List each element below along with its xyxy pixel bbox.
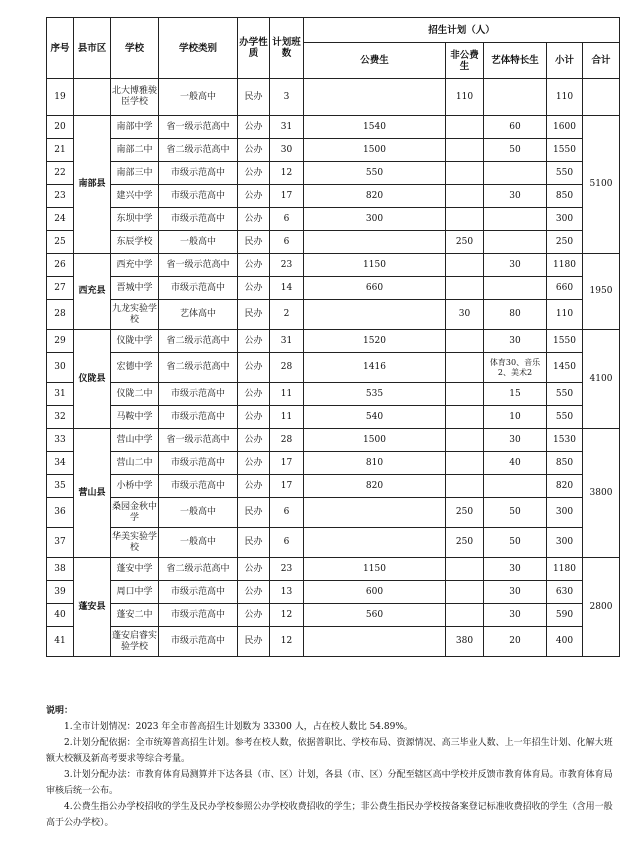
- cell-type: 一般高中: [159, 231, 238, 254]
- cell-type: 市级示范高中: [159, 383, 238, 406]
- cell-nature: 民办: [238, 300, 270, 330]
- cell-art: 30: [484, 604, 547, 627]
- cell-type: 省二级示范高中: [159, 558, 238, 581]
- note-item-1: 1.全市计划情况：2023 年全市普高招生计划数为 33300 人，占在校人数比 54.89%。: [64, 722, 413, 732]
- cell-art: 50: [484, 498, 547, 528]
- cell-nonpublic: [446, 581, 484, 604]
- cell-nature: 公办: [238, 558, 270, 581]
- cell-public: 1500: [304, 429, 446, 452]
- cell-public: [304, 300, 446, 330]
- cell-seq: 29: [47, 330, 74, 353]
- cell-seq: 32: [47, 406, 74, 429]
- cell-public: 1416: [304, 353, 446, 383]
- cell-county: 蓬安县: [74, 558, 111, 657]
- cell-school: 东辰学校: [111, 231, 159, 254]
- cell-nature: 公办: [238, 604, 270, 627]
- cell-art: [484, 79, 547, 116]
- cell-art: 30: [484, 254, 547, 277]
- cell-type: 省二级示范高中: [159, 330, 238, 353]
- cell-nonpublic: [446, 116, 484, 139]
- cell-seq: 24: [47, 208, 74, 231]
- cell-subtotal: 850: [547, 452, 583, 475]
- cell-school: 西充中学: [111, 254, 159, 277]
- cell-public: 810: [304, 452, 446, 475]
- header-nonpublic: 非公费生: [446, 43, 484, 79]
- cell-nature: 公办: [238, 475, 270, 498]
- table-row: [47, 231, 620, 254]
- cell-seq: 20: [47, 116, 74, 139]
- cell-public: [304, 627, 446, 657]
- cell-type: 一般高中: [159, 528, 238, 558]
- table-row: [47, 627, 620, 657]
- cell-classes: 12: [270, 162, 304, 185]
- cell-nonpublic: 250: [446, 498, 484, 528]
- cell-type: 市级示范高中: [159, 581, 238, 604]
- cell-classes: 12: [270, 627, 304, 657]
- cell-classes: 6: [270, 231, 304, 254]
- cell-nature: 公办: [238, 353, 270, 383]
- cell-seq: 38: [47, 558, 74, 581]
- cell-subtotal: 820: [547, 475, 583, 498]
- cell-art: 30: [484, 185, 547, 208]
- cell-public: 600: [304, 581, 446, 604]
- cell-classes: 23: [270, 558, 304, 581]
- cell-county-total: 2800: [583, 558, 620, 657]
- cell-nature: 公办: [238, 429, 270, 452]
- header-total: 合计: [583, 43, 620, 79]
- cell-county: 南部县: [74, 116, 111, 254]
- cell-nonpublic: [446, 429, 484, 452]
- cell-public: 660: [304, 277, 446, 300]
- cell-nonpublic: 110: [446, 79, 484, 116]
- cell-public: 550: [304, 162, 446, 185]
- cell-seq: 36: [47, 498, 74, 528]
- table-body: [47, 79, 620, 657]
- cell-subtotal: 550: [547, 383, 583, 406]
- cell-seq: 41: [47, 627, 74, 657]
- header-subtotal: 小计: [547, 43, 583, 79]
- cell-school: 仪陇二中: [111, 383, 159, 406]
- table-row: [47, 498, 620, 528]
- cell-seq: 23: [47, 185, 74, 208]
- notes-heading: 说明：: [46, 706, 74, 716]
- cell-nonpublic: [446, 162, 484, 185]
- cell-county: 西充县: [74, 254, 111, 330]
- cell-nonpublic: [446, 277, 484, 300]
- table-row: [47, 300, 620, 330]
- cell-art: 30: [484, 558, 547, 581]
- cell-nature: 公办: [238, 185, 270, 208]
- cell-seq: 28: [47, 300, 74, 330]
- cell-public: 820: [304, 185, 446, 208]
- cell-public: 1150: [304, 558, 446, 581]
- cell-total-empty: [583, 79, 620, 116]
- cell-county: 仪陇县: [74, 330, 111, 429]
- table-row: [47, 406, 620, 429]
- cell-nature: 公办: [238, 116, 270, 139]
- cell-art: [484, 162, 547, 185]
- cell-school: 南部二中: [111, 139, 159, 162]
- cell-type: 一般高中: [159, 79, 238, 116]
- cell-type: 省一级示范高中: [159, 429, 238, 452]
- cell-nature: 公办: [238, 581, 270, 604]
- cell-nonpublic: [446, 353, 484, 383]
- cell-art: [484, 475, 547, 498]
- cell-nonpublic: [446, 558, 484, 581]
- cell-type: 市级示范高中: [159, 475, 238, 498]
- cell-nature: 民办: [238, 231, 270, 254]
- cell-county: 营山县: [74, 429, 111, 558]
- cell-classes: 30: [270, 139, 304, 162]
- cell-classes: 17: [270, 185, 304, 208]
- cell-seq: 34: [47, 452, 74, 475]
- cell-nonpublic: [446, 330, 484, 353]
- cell-classes: 28: [270, 429, 304, 452]
- table-row: [47, 558, 620, 581]
- cell-classes: 12: [270, 604, 304, 627]
- cell-art: 50: [484, 139, 547, 162]
- cell-subtotal: 850: [547, 185, 583, 208]
- enrollment-plan-table-area: [46, 17, 620, 657]
- cell-nonpublic: 250: [446, 528, 484, 558]
- cell-subtotal: 250: [547, 231, 583, 254]
- cell-nonpublic: 380: [446, 627, 484, 657]
- enrollment-plan-table: [46, 17, 620, 657]
- cell-public: 1150: [304, 254, 446, 277]
- cell-subtotal: 300: [547, 528, 583, 558]
- cell-seq: 33: [47, 429, 74, 452]
- cell-seq: 25: [47, 231, 74, 254]
- table-row: [47, 581, 620, 604]
- cell-seq: 27: [47, 277, 74, 300]
- table-row: [47, 79, 620, 116]
- cell-public: 1500: [304, 139, 446, 162]
- cell-public: 820: [304, 475, 446, 498]
- table-row: [47, 528, 620, 558]
- cell-nonpublic: [446, 185, 484, 208]
- cell-art: 80: [484, 300, 547, 330]
- cell-art: 体育30、音乐2、美术2: [484, 353, 547, 383]
- cell-subtotal: 400: [547, 627, 583, 657]
- cell-public: 560: [304, 604, 446, 627]
- cell-school: 营山中学: [111, 429, 159, 452]
- cell-art: [484, 231, 547, 254]
- cell-seq: 31: [47, 383, 74, 406]
- cell-type: 一般高中: [159, 498, 238, 528]
- cell-nature: 公办: [238, 254, 270, 277]
- cell-classes: 28: [270, 353, 304, 383]
- cell-school: 南部中学: [111, 116, 159, 139]
- cell-seq: 19: [47, 79, 74, 116]
- cell-school: 蓬安二中: [111, 604, 159, 627]
- cell-type: 省二级示范高中: [159, 353, 238, 383]
- cell-nature: 公办: [238, 330, 270, 353]
- cell-county-total: 3800: [583, 429, 620, 558]
- cell-school: 宏德中学: [111, 353, 159, 383]
- cell-seq: 39: [47, 581, 74, 604]
- cell-nature: 民办: [238, 79, 270, 116]
- cell-subtotal: 630: [547, 581, 583, 604]
- cell-classes: 14: [270, 277, 304, 300]
- cell-nonpublic: [446, 452, 484, 475]
- cell-school: 晋城中学: [111, 277, 159, 300]
- cell-classes: 13: [270, 581, 304, 604]
- note-item-3: 3.计划分配办法：市教育体育局测算并下达各县（市、区）计划，各县（市、区）分配至辖区高中学校并反馈市教育体育局。市教育体育局审核后统一公布。: [46, 770, 613, 796]
- cell-type: 市级示范高中: [159, 604, 238, 627]
- cell-subtotal: 1600: [547, 116, 583, 139]
- cell-type: 市级示范高中: [159, 406, 238, 429]
- table-row: [47, 604, 620, 627]
- cell-school: 营山二中: [111, 452, 159, 475]
- cell-school: 九龙实验学校: [111, 300, 159, 330]
- cell-nature: 公办: [238, 383, 270, 406]
- cell-school: 北大博雅骏臣学校: [111, 79, 159, 116]
- cell-public: 1540: [304, 116, 446, 139]
- cell-subtotal: 550: [547, 162, 583, 185]
- cell-nature: 公办: [238, 139, 270, 162]
- header-school: 学校: [111, 18, 159, 79]
- cell-nonpublic: [446, 406, 484, 429]
- table-row: [47, 452, 620, 475]
- cell-nature: 民办: [238, 528, 270, 558]
- header-seq: 序号: [47, 18, 74, 79]
- cell-subtotal: 110: [547, 300, 583, 330]
- cell-nature: 公办: [238, 162, 270, 185]
- cell-nature: 公办: [238, 406, 270, 429]
- cell-classes: 31: [270, 116, 304, 139]
- cell-classes: 31: [270, 330, 304, 353]
- cell-seq: 26: [47, 254, 74, 277]
- cell-seq: 35: [47, 475, 74, 498]
- cell-nonpublic: [446, 139, 484, 162]
- cell-art: 60: [484, 116, 547, 139]
- cell-nonpublic: [446, 383, 484, 406]
- header-public: 公费生: [304, 43, 446, 79]
- cell-subtotal: 1530: [547, 429, 583, 452]
- cell-public: 300: [304, 208, 446, 231]
- header-county: 县市区: [74, 18, 111, 79]
- cell-subtotal: 300: [547, 498, 583, 528]
- header-plan-group: 招生计划（人）: [304, 18, 620, 43]
- header-art: 艺体特长生: [484, 43, 547, 79]
- cell-type: 市级示范高中: [159, 627, 238, 657]
- cell-type: 省一级示范高中: [159, 116, 238, 139]
- cell-school: 东坝中学: [111, 208, 159, 231]
- cell-nature: 民办: [238, 627, 270, 657]
- cell-classes: 3: [270, 79, 304, 116]
- cell-type: 市级示范高中: [159, 452, 238, 475]
- cell-public: [304, 498, 446, 528]
- cell-art: 40: [484, 452, 547, 475]
- cell-art: [484, 277, 547, 300]
- cell-art: 30: [484, 581, 547, 604]
- cell-school: 建兴中学: [111, 185, 159, 208]
- cell-nonpublic: [446, 208, 484, 231]
- cell-subtotal: 1550: [547, 139, 583, 162]
- cell-classes: 6: [270, 528, 304, 558]
- cell-school: 蓬安中学: [111, 558, 159, 581]
- cell-classes: 6: [270, 498, 304, 528]
- cell-classes: 11: [270, 383, 304, 406]
- cell-school: 仪陇中学: [111, 330, 159, 353]
- cell-public: 540: [304, 406, 446, 429]
- cell-art: 15: [484, 383, 547, 406]
- cell-seq: 22: [47, 162, 74, 185]
- table-row: [47, 116, 620, 139]
- table-row: [47, 139, 620, 162]
- table-row: [47, 353, 620, 383]
- cell-public: 535: [304, 383, 446, 406]
- cell-public: [304, 79, 446, 116]
- cell-type: 市级示范高中: [159, 185, 238, 208]
- cell-classes: 2: [270, 300, 304, 330]
- cell-county-total: 4100: [583, 330, 620, 429]
- table-row: [47, 162, 620, 185]
- cell-county-total: 5100: [583, 116, 620, 254]
- cell-subtotal: 660: [547, 277, 583, 300]
- cell-art: 20: [484, 627, 547, 657]
- table-row: [47, 277, 620, 300]
- cell-nonpublic: [446, 604, 484, 627]
- cell-art: 30: [484, 429, 547, 452]
- cell-subtotal: 1180: [547, 254, 583, 277]
- table-row: [47, 475, 620, 498]
- cell-nonpublic: [446, 475, 484, 498]
- cell-school: 蓬安启睿实验学校: [111, 627, 159, 657]
- table-row: [47, 383, 620, 406]
- cell-school: 小桥中学: [111, 475, 159, 498]
- cell-public: [304, 528, 446, 558]
- cell-classes: 11: [270, 406, 304, 429]
- cell-public: 1520: [304, 330, 446, 353]
- cell-classes: 17: [270, 452, 304, 475]
- cell-subtotal: 110: [547, 79, 583, 116]
- cell-school: 桑园金秋中学: [111, 498, 159, 528]
- cell-school: 南部三中: [111, 162, 159, 185]
- note-item-4: 4.公费生指公办学校招收的学生及民办学校参照公办学校收费招收的学生；非公费生指民办学校按备案登记标准收费招收的学生（含用一般高于公办学校）。: [46, 802, 613, 828]
- notes-section: [46, 703, 616, 831]
- note-item-2: 2.计划分配依据：全市统筹普高招生计划。参考在校人数，依据普职比、学校布局、资源情况、高三毕业人数、上一年招生计划、化解大班额大校额及新高考要求等综合考量。: [46, 738, 613, 764]
- cell-classes: 23: [270, 254, 304, 277]
- cell-public: [304, 231, 446, 254]
- cell-subtotal: 1180: [547, 558, 583, 581]
- cell-type: 市级示范高中: [159, 162, 238, 185]
- cell-type: 市级示范高中: [159, 277, 238, 300]
- cell-art: 50: [484, 528, 547, 558]
- cell-seq: 21: [47, 139, 74, 162]
- cell-nature: 公办: [238, 277, 270, 300]
- cell-classes: 17: [270, 475, 304, 498]
- cell-school: 周口中学: [111, 581, 159, 604]
- header-nature: 办学性质: [238, 18, 270, 79]
- cell-nature: 公办: [238, 452, 270, 475]
- cell-subtotal: 1550: [547, 330, 583, 353]
- table-row: [47, 429, 620, 452]
- cell-nature: 民办: [238, 498, 270, 528]
- cell-art: [484, 208, 547, 231]
- cell-classes: 6: [270, 208, 304, 231]
- cell-art: 10: [484, 406, 547, 429]
- cell-subtotal: 550: [547, 406, 583, 429]
- cell-school: 华美实验学校: [111, 528, 159, 558]
- cell-nonpublic: 250: [446, 231, 484, 254]
- table-row: [47, 330, 620, 353]
- table-row: [47, 185, 620, 208]
- cell-nonpublic: [446, 254, 484, 277]
- cell-county-total: 1950: [583, 254, 620, 330]
- header-type: 学校类别: [159, 18, 238, 79]
- cell-seq: 37: [47, 528, 74, 558]
- cell-nonpublic: 30: [446, 300, 484, 330]
- table-row: [47, 254, 620, 277]
- cell-type: 市级示范高中: [159, 208, 238, 231]
- cell-subtotal: 1450: [547, 353, 583, 383]
- cell-county-empty: [74, 79, 111, 116]
- table-row: [47, 208, 620, 231]
- cell-type: 省二级示范高中: [159, 139, 238, 162]
- cell-art: 30: [484, 330, 547, 353]
- cell-type: 省一级示范高中: [159, 254, 238, 277]
- cell-type: 艺体高中: [159, 300, 238, 330]
- cell-nature: 公办: [238, 208, 270, 231]
- cell-seq: 30: [47, 353, 74, 383]
- cell-subtotal: 590: [547, 604, 583, 627]
- cell-school: 马鞍中学: [111, 406, 159, 429]
- cell-subtotal: 300: [547, 208, 583, 231]
- cell-seq: 40: [47, 604, 74, 627]
- header-classes: 计划班数: [270, 18, 304, 79]
